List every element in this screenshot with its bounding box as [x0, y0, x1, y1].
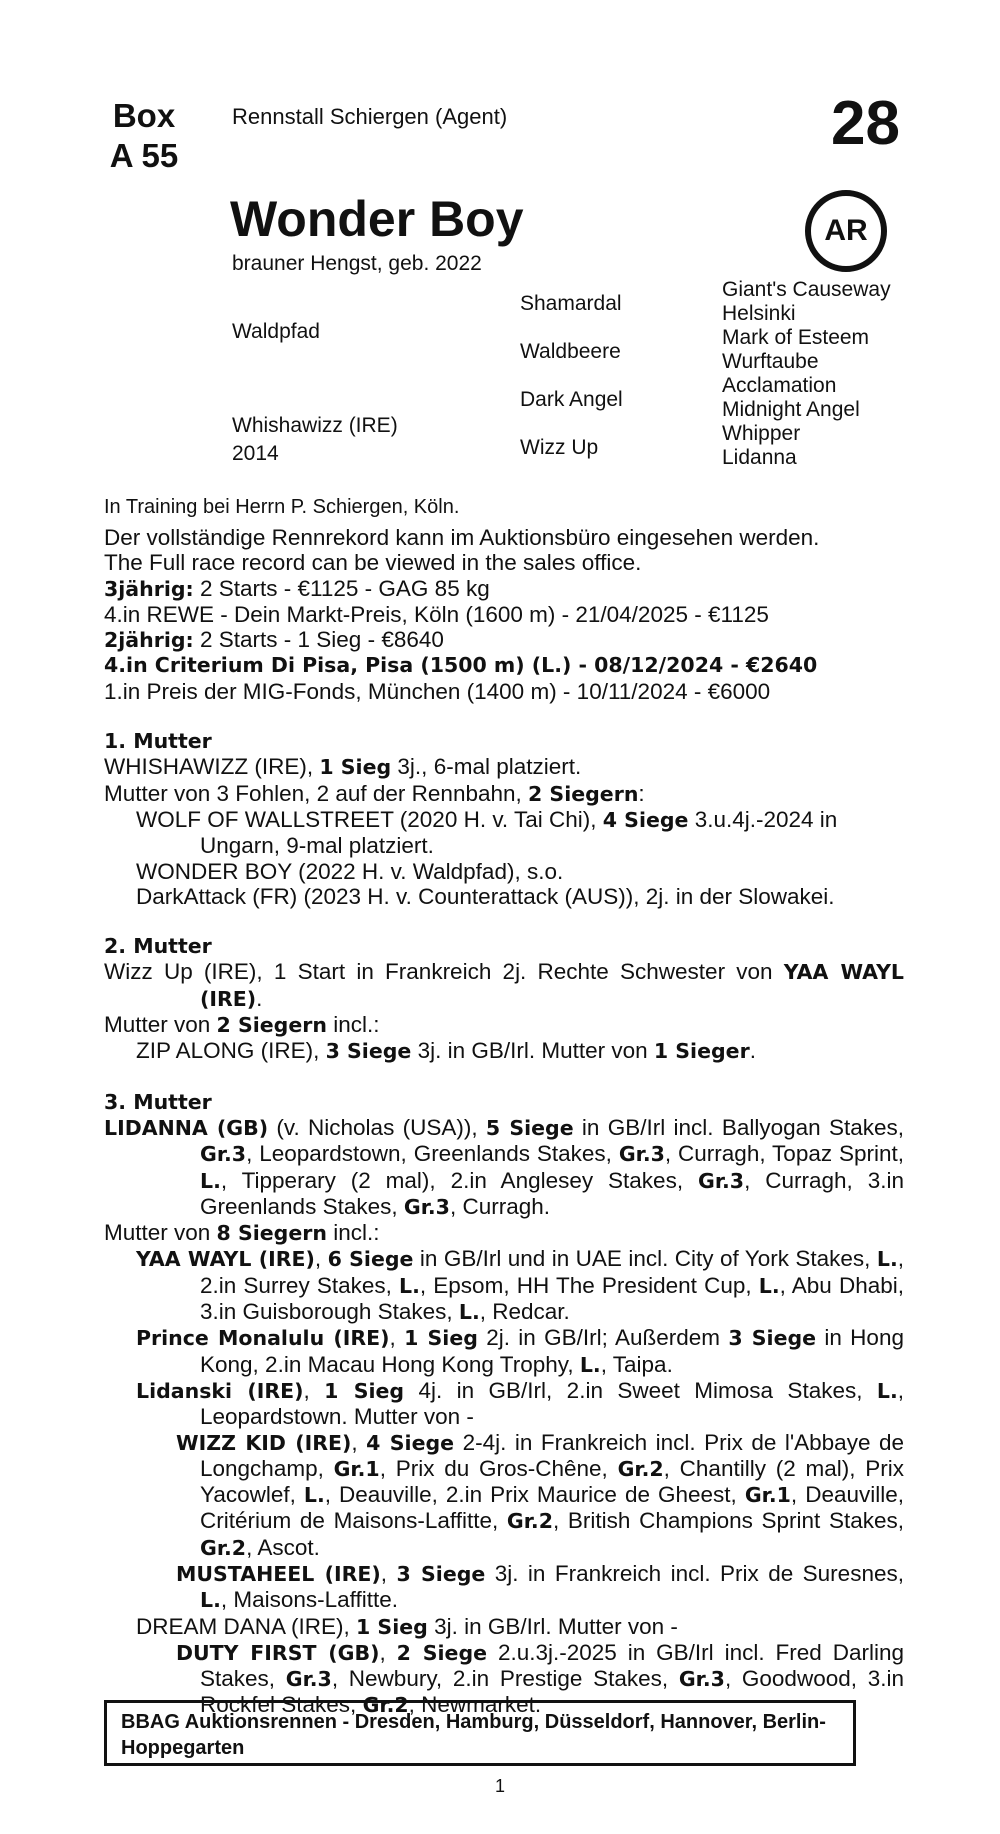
bold-segment: Gr.3: [618, 1142, 665, 1167]
bold-segment: YAA WAYL (IRE): [136, 1247, 315, 1272]
text: WOLF OF WALLSTREET (2020 H. v. Tai Chi),: [136, 806, 603, 832]
record-2yo-label: 2jährig:: [104, 628, 194, 653]
bold-segment: Gr.3: [403, 1194, 450, 1219]
winners: 2 Siegern: [216, 1013, 327, 1038]
text-segment: , Curragh.: [449, 1193, 550, 1219]
wins: 3 Siege: [325, 1039, 412, 1064]
bold-segment: Gr.3: [285, 1667, 332, 1692]
bold-segment: DUTY FIRST (GB): [176, 1640, 380, 1665]
bold-segment: 3 Siege: [396, 1561, 486, 1586]
bold-segment: WIZZ KID (IRE): [176, 1430, 352, 1455]
text-segment: , Chantilly (2 mal), Prix Yacowlef,: [200, 1455, 905, 1508]
bold-segment: LIDANNA (GB): [104, 1115, 269, 1140]
winner: 1 Sieger: [653, 1039, 750, 1064]
bold-segment: Gr.3: [678, 1667, 725, 1692]
pedigree-great: Midnight Angel: [722, 398, 860, 421]
text-segment: 2j. in GB/Irl; Außerdem: [477, 1325, 729, 1351]
dam3-line: [104, 1220, 904, 1246]
text-segment: incl.:: [326, 1220, 380, 1246]
bold-segment: 6 Siege: [327, 1247, 414, 1272]
pedigree-great: Giant's Causeway: [722, 278, 891, 301]
text-segment: , Abu Dhabi, 3.in Guisborough Stakes,: [200, 1272, 904, 1325]
record-note-de: Der vollständige Rennrekord kann im Auktionsbüro eingesehen werden.: [104, 525, 820, 550]
text-segment: , Deauville, 2.in Prix Maurice de Gheest,: [324, 1482, 745, 1508]
bold-segment: Gr.2: [200, 1535, 247, 1560]
text-segment: ,: [303, 1377, 325, 1403]
pedigree-sire: Waldpfad: [232, 320, 320, 343]
record-3yo-race: 4.in REWE - Dein Markt-Preis, Köln (1600 m) - 21/04/2025 - €1125: [104, 601, 769, 627]
bold-segment: L.: [876, 1247, 898, 1272]
text-segment: ,: [314, 1246, 328, 1272]
bold-segment: 1 Sieg: [404, 1326, 478, 1351]
page-number: 1: [494, 1776, 505, 1796]
winners: 2 Siegern: [528, 781, 639, 806]
dam3-heading: 3. Mutter: [104, 1089, 212, 1114]
text-segment: , Taipa.: [600, 1351, 673, 1377]
text-segment: in GB/Irl incl. Ballyogan Stakes,: [573, 1114, 904, 1140]
catalogue-body: [104, 525, 904, 1719]
pedigree-great: Mark of Esteem: [722, 326, 870, 349]
bold-segment: Gr.3: [698, 1168, 745, 1193]
text-segment: 4j. in GB/Irl, 2.in Sweet Mimosa Stakes,: [404, 1377, 877, 1403]
text-segment: , Maisons-Laffitte.: [220, 1587, 399, 1613]
text-segment: ,: [380, 1560, 397, 1586]
text-segment: 3j. in Frankreich incl. Prix de Suresnes,: [485, 1560, 904, 1586]
bold-segment: Gr.1: [744, 1483, 791, 1508]
record-2yo-race: 1.in Preis der MIG-Fonds, München (1400 m) - 10/11/2024 - €6000: [104, 678, 771, 704]
box-title: Box: [112, 97, 176, 134]
dam2-heading: 2. Mutter: [104, 934, 212, 959]
bold-segment: 4 Siege: [366, 1430, 455, 1455]
text: 3j. in GB/Irl. Mutter von: [411, 1038, 654, 1064]
dam1-line: [104, 781, 904, 807]
bold-segment: L.: [399, 1273, 420, 1298]
bold-segment: Gr.1: [333, 1456, 380, 1481]
bold-segment: L.: [758, 1273, 780, 1298]
text-segment: , Tipperary (2 mal), 2.in Anglesey Stakes,: [220, 1167, 698, 1193]
bold-segment: L.: [200, 1588, 221, 1613]
text-segment: , Newmarket.: [408, 1692, 542, 1718]
bold-segment: 5 Siege: [485, 1115, 574, 1140]
bold-segment: L.: [458, 1300, 480, 1325]
dam2-line: [104, 959, 904, 1012]
pedigree-grand: Wizz Up: [520, 436, 599, 459]
lot-number: 28: [831, 89, 900, 158]
text-segment: in Hong Kong, 2.in Macau Hong Kong Trophy,: [200, 1325, 904, 1377]
bold-segment: 1 Sieg: [356, 1614, 428, 1639]
footer-box: BBAG Auktionsrennen - Dresden, Hamburg, Düsseldorf, Hannover, Berlin-Hoppegarten: [104, 1700, 856, 1766]
text-segment: ,: [351, 1429, 367, 1455]
dam3-offspring: [104, 1246, 904, 1325]
text-segment: , Leopardstown. Mutter von -: [200, 1377, 904, 1430]
text-segment: , Goodwood, 3.in Rockfel Stakes,: [200, 1666, 904, 1718]
pedigree-great: Helsinki: [722, 302, 796, 325]
text-segment: , 2.in Surrey Stakes,: [200, 1246, 904, 1298]
text: Wizz Up (IRE), 1 Start in Frankreich 2j. Rechte Schwester von: [104, 959, 784, 985]
record-3yo-label: 3jährig:: [104, 576, 194, 601]
text-segment: 2.u.3j.-2025 in GB/Irl incl. Fred Darling Stakes,: [200, 1639, 904, 1692]
dam1-offspring: DarkAttack (FR) (2023 H. v. Counterattack (AUS)), 2j. in der Slowakei.: [136, 883, 835, 909]
bold-segment: Gr.2: [617, 1456, 664, 1481]
bold-segment: Gr.2: [362, 1693, 409, 1718]
record-2yo-summary: 2 Starts - 1 Sieg - €8640: [200, 627, 444, 653]
box-label: [104, 96, 184, 176]
bold-segment: Gr.2: [506, 1509, 553, 1534]
text: incl.:: [326, 1012, 380, 1038]
text: 3.u.4j.-2024 in Ungarn, 9-mal platziert.: [200, 806, 838, 859]
horse-description: brauner Hengst, geb. 2022: [232, 252, 482, 275]
text-segment: , Curragh, Topaz Sprint,: [664, 1141, 905, 1167]
bold-segment: 2 Siege: [396, 1640, 488, 1665]
pedigree-grand: Waldbeere: [520, 340, 621, 363]
dam3-offspring: [104, 1378, 904, 1430]
pedigree-great: Acclamation: [722, 374, 837, 397]
text-segment: , Leopardstown, Greenlands Stakes,: [246, 1141, 619, 1167]
dam3-offspring: [104, 1325, 904, 1378]
bold-segment: L.: [876, 1378, 898, 1403]
dam2-line: [104, 1012, 904, 1038]
pedigree-grand: Dark Angel: [520, 388, 623, 411]
wins: 1 Sieg: [319, 755, 392, 780]
dam1-heading: 1. Mutter: [104, 729, 212, 754]
dam1-line: [104, 754, 904, 780]
text: :: [638, 780, 645, 806]
text: Mutter von 3 Fohlen, 2 auf der Rennbahn,: [104, 780, 529, 806]
text-segment: , Redcar.: [479, 1299, 570, 1325]
pedigree-great: Lidanna: [722, 446, 797, 469]
record-2yo: [104, 627, 904, 653]
horse-name: Wonder Boy: [230, 191, 524, 247]
text-segment: 3j. in GB/Irl. Mutter von -: [427, 1613, 678, 1639]
pedigree-great: Wurftaube: [722, 350, 819, 373]
pedigree-great: Whipper: [722, 422, 801, 445]
text-segment: ,: [389, 1325, 405, 1351]
dam1-offspring: [104, 807, 904, 859]
text: Mutter von: [104, 1012, 217, 1038]
ar-badge: AR: [805, 190, 887, 272]
record-3yo: [104, 576, 904, 602]
bold-segment: 1 Sieg: [324, 1378, 405, 1403]
bold-segment: L.: [579, 1352, 601, 1377]
text-segment: , Deauville, Critérium de Maisons-Laffitte,: [200, 1482, 904, 1534]
bold-segment: Prince Monalulu (IRE): [136, 1326, 390, 1351]
bold-segment: 8 Siegern: [216, 1221, 327, 1246]
text-segment: Mutter von: [104, 1220, 217, 1246]
wins: 4 Siege: [602, 807, 689, 832]
text-segment: in GB/Irl und in UAE incl. City of York Stakes,: [413, 1246, 877, 1272]
text: ZIP ALONG (IRE),: [136, 1038, 326, 1064]
text: .: [749, 1038, 756, 1064]
text: .: [256, 985, 263, 1011]
pedigree-dam-year: 2014: [232, 442, 279, 465]
text: 3j., 6-mal platziert.: [391, 754, 582, 780]
text: WHISHAWIZZ (IRE),: [104, 754, 320, 780]
text-segment: DREAM DANA (IRE),: [136, 1613, 357, 1639]
text-segment: , Curragh, 3.in Greenlands Stakes,: [200, 1167, 904, 1219]
pedigree-dam: Whishawizz (IRE): [232, 414, 398, 437]
training-note: In Training bei Herrn P. Schiergen, Köln.: [104, 496, 460, 518]
dam3-grand-offspring: [104, 1430, 904, 1561]
bold-segment: Gr.3: [200, 1142, 247, 1167]
bold-segment: Lidanski (IRE): [136, 1378, 304, 1403]
text-segment: 2-4j. in Frankreich incl. Prix de l'Abbaye de Longchamp,: [200, 1429, 904, 1481]
dam1-offspring: WONDER BOY (2022 H. v. Waldpfad), s.o.: [136, 858, 564, 884]
record-note-en: The Full race record can be viewed in the sales office.: [104, 550, 642, 576]
stable-name: Rennstall Schiergen (Agent): [232, 104, 508, 129]
record-2yo-race: 4.in Criterium Di Pisa, Pisa (1500 m) (L.) - 08/12/2024 - €2640: [104, 653, 818, 678]
dam3-offspring: [104, 1614, 904, 1640]
dam3-grand-offspring: [104, 1561, 904, 1614]
dam2-offspring: [104, 1038, 904, 1064]
bold-segment: 3 Siege: [728, 1326, 817, 1351]
text-segment: , Newbury, 2.in Prestige Stakes,: [331, 1666, 679, 1692]
text-segment: , Prix du Gros-Chêne,: [379, 1455, 618, 1481]
text-segment: , British Champions Sprint Stakes,: [553, 1508, 905, 1534]
bold-segment: L.: [200, 1168, 221, 1193]
dam3-entry: [104, 1115, 904, 1220]
bold-segment: MUSTAHEEL (IRE): [176, 1561, 381, 1586]
record-3yo-summary: 2 Starts - €1125 - GAG 85 kg: [200, 575, 490, 601]
pedigree-great-column: [722, 278, 891, 470]
text-segment: , Ascot.: [246, 1534, 320, 1560]
bold-segment: L.: [303, 1483, 325, 1508]
horse-bold: YAA WAYL (IRE): [200, 960, 904, 1011]
box-number: A 55: [109, 137, 179, 174]
pedigree-grand: Shamardal: [520, 292, 622, 315]
text-segment: , Epsom, HH The President Cup,: [419, 1272, 759, 1298]
text-segment: (v. Nicholas (USA)),: [268, 1114, 486, 1140]
text-segment: ,: [379, 1639, 397, 1665]
